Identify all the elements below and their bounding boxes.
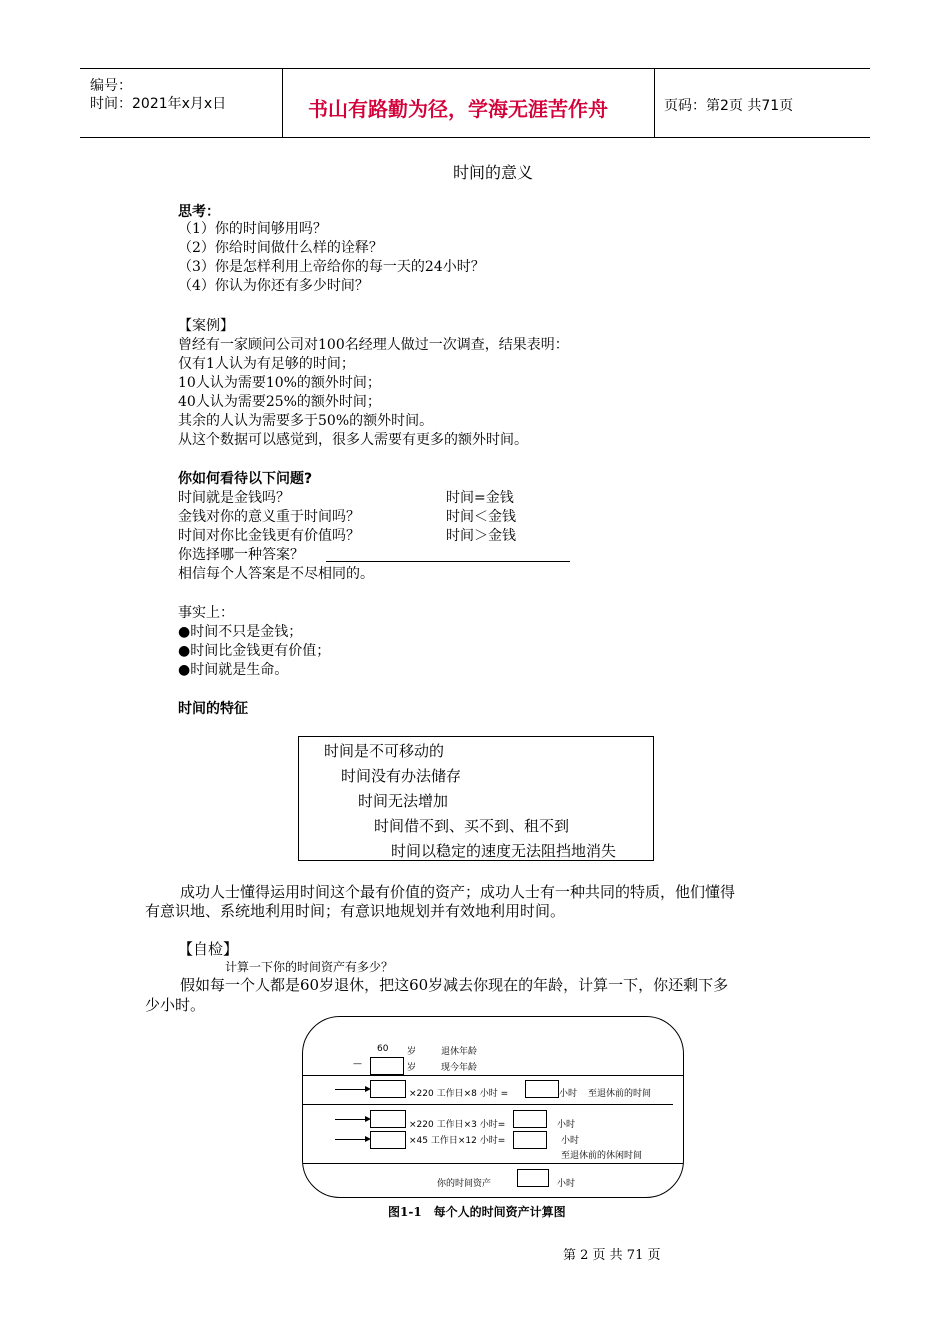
question-text: 时间就是金钱吗？ [178, 490, 290, 506]
feature-item: 时间无法增加 [358, 792, 449, 810]
selfcheck-heading: 【自检】 [178, 940, 239, 958]
header-meta-cell [80, 69, 283, 137]
case-heading: 【案例】 [178, 318, 234, 334]
page-title: 时间的意义 [452, 163, 533, 182]
work-hours-box[interactable] [525, 1080, 559, 1098]
fact-heading: 事实上： [178, 605, 234, 621]
paragraph-line: 成功人士懂得运用时间这个最有价值的资产；成功人士有一种共同的特质，他们懂得 [180, 883, 736, 901]
case-line: 40人认为需要25%的额外时间； [178, 394, 381, 410]
question-text: 金钱对你的意义重于时间吗？ [178, 509, 360, 525]
row3-unit: 小时 [561, 1136, 580, 1146]
case-line: 曾经有一家顾问公司对100名经理人做过一次调查，结果表明： [178, 337, 569, 353]
holiday-hours-box[interactable] [513, 1131, 547, 1149]
question-answer: 时间＜金钱 [446, 509, 516, 525]
diagram-current-label: 现今年龄 [441, 1063, 478, 1073]
header-motto: 书山有路勤为径，学海无涯苦作舟 [308, 97, 608, 121]
question-text: 时间对你比金钱更有价值吗？ [178, 528, 360, 544]
diagram-minus: — [353, 1059, 362, 1069]
years-box[interactable] [370, 1131, 406, 1149]
arrow-icon [335, 1139, 369, 1140]
years-box[interactable] [370, 1080, 406, 1098]
time-asset-diagram [302, 1016, 684, 1198]
case-line: 其余的人认为需要多于50%的额外时间。 [178, 413, 434, 429]
diagram-retire-label: 退休年龄 [441, 1047, 478, 1057]
total-label: 你的时间资产 [437, 1179, 492, 1189]
think-item: （4）你认为你还有多少时间？ [178, 278, 369, 294]
divider [303, 1075, 683, 1076]
diagram-sui: 岁 [407, 1047, 417, 1057]
features-heading: 时间的特征 [178, 701, 248, 717]
divider [303, 1104, 673, 1105]
number-label: 编号： [90, 78, 132, 94]
diagram-sui: 岁 [407, 1063, 417, 1073]
feature-item: 时间没有办法储存 [341, 767, 462, 785]
case-line: 10人认为需要10%的额外时间； [178, 375, 381, 391]
row3-desc: 至退休前的休闲时间 [561, 1151, 643, 1161]
page-number-label: 页码：第2页 共71页 [664, 98, 794, 114]
figure-caption: 图1-1 每个人的时间资产计算图 [388, 1205, 566, 1219]
fact-item: ●时间不只是金钱； [178, 624, 303, 640]
think-item: （1）你的时间够用吗？ [178, 221, 327, 237]
arrow-icon [335, 1089, 369, 1090]
row1-desc: 至退休前的时间 [588, 1089, 652, 1099]
think-heading: 思考： [178, 204, 220, 220]
divider [303, 1163, 683, 1164]
years-box[interactable] [370, 1110, 406, 1128]
current-age-box[interactable] [370, 1057, 404, 1075]
diagram-sixty: 60 [377, 1044, 389, 1054]
total-hours-box[interactable] [517, 1169, 549, 1187]
case-line: 从这个数据可以感觉到，很多人需要有更多的额外时间。 [178, 432, 528, 448]
fact-item: ●时间比金钱更有价值； [178, 643, 331, 659]
row1-unit: 小时 [559, 1089, 578, 1099]
selfcheck-sub: 计算一下你的时间资产有多少？ [225, 960, 394, 974]
question-answer: 时间＞金钱 [446, 528, 516, 544]
row2-formula: ×220 工作日×3 小时= [409, 1120, 506, 1130]
feature-item: 时间是不可移动的 [324, 742, 445, 760]
selfcheck-line: 假如每一个人都是60岁退休，把这60岁减去你现在的年龄，计算一下，你还剩下多 [180, 976, 729, 994]
answer-blank-line [326, 561, 570, 562]
row2-unit: 小时 [557, 1120, 576, 1130]
total-unit: 小时 [557, 1179, 576, 1189]
page-footer: 第 2 页 共 71 页 [563, 1248, 661, 1263]
features-box [298, 736, 654, 861]
time-label: 时间：2021年x月x日 [90, 96, 227, 112]
page-header [80, 68, 870, 138]
question-heading: 你如何看待以下问题? [178, 471, 313, 487]
choose-prompt: 你选择哪一种答案？ [178, 547, 304, 563]
arrow-icon [335, 1119, 369, 1120]
evening-hours-box[interactable] [513, 1110, 547, 1128]
row3-formula: ×45 工作日×12 小时= [409, 1136, 506, 1146]
question-answer: 时间=金钱 [446, 490, 514, 506]
think-item: （3）你是怎样利用上帝给你的每一天的24小时？ [178, 259, 485, 275]
feature-item: 时间以稳定的速度无法阻挡地消失 [391, 842, 617, 860]
paragraph-line: 有意识地、系统地利用时间；有意识地规划并有效地利用时间。 [145, 902, 566, 920]
question-note: 相信每个人答案是不尽相同的。 [178, 566, 374, 582]
row1-formula: ×220 工作日×8 小时 = [409, 1089, 509, 1099]
feature-item: 时间借不到、买不到、租不到 [374, 817, 570, 835]
fact-item: ●时间就是生命。 [178, 662, 289, 678]
selfcheck-line: 少小时。 [145, 996, 206, 1014]
case-line: 仅有1人认为有足够的时间； [178, 356, 355, 372]
think-item: （2）你给时间做什么样的诠释？ [178, 240, 383, 256]
